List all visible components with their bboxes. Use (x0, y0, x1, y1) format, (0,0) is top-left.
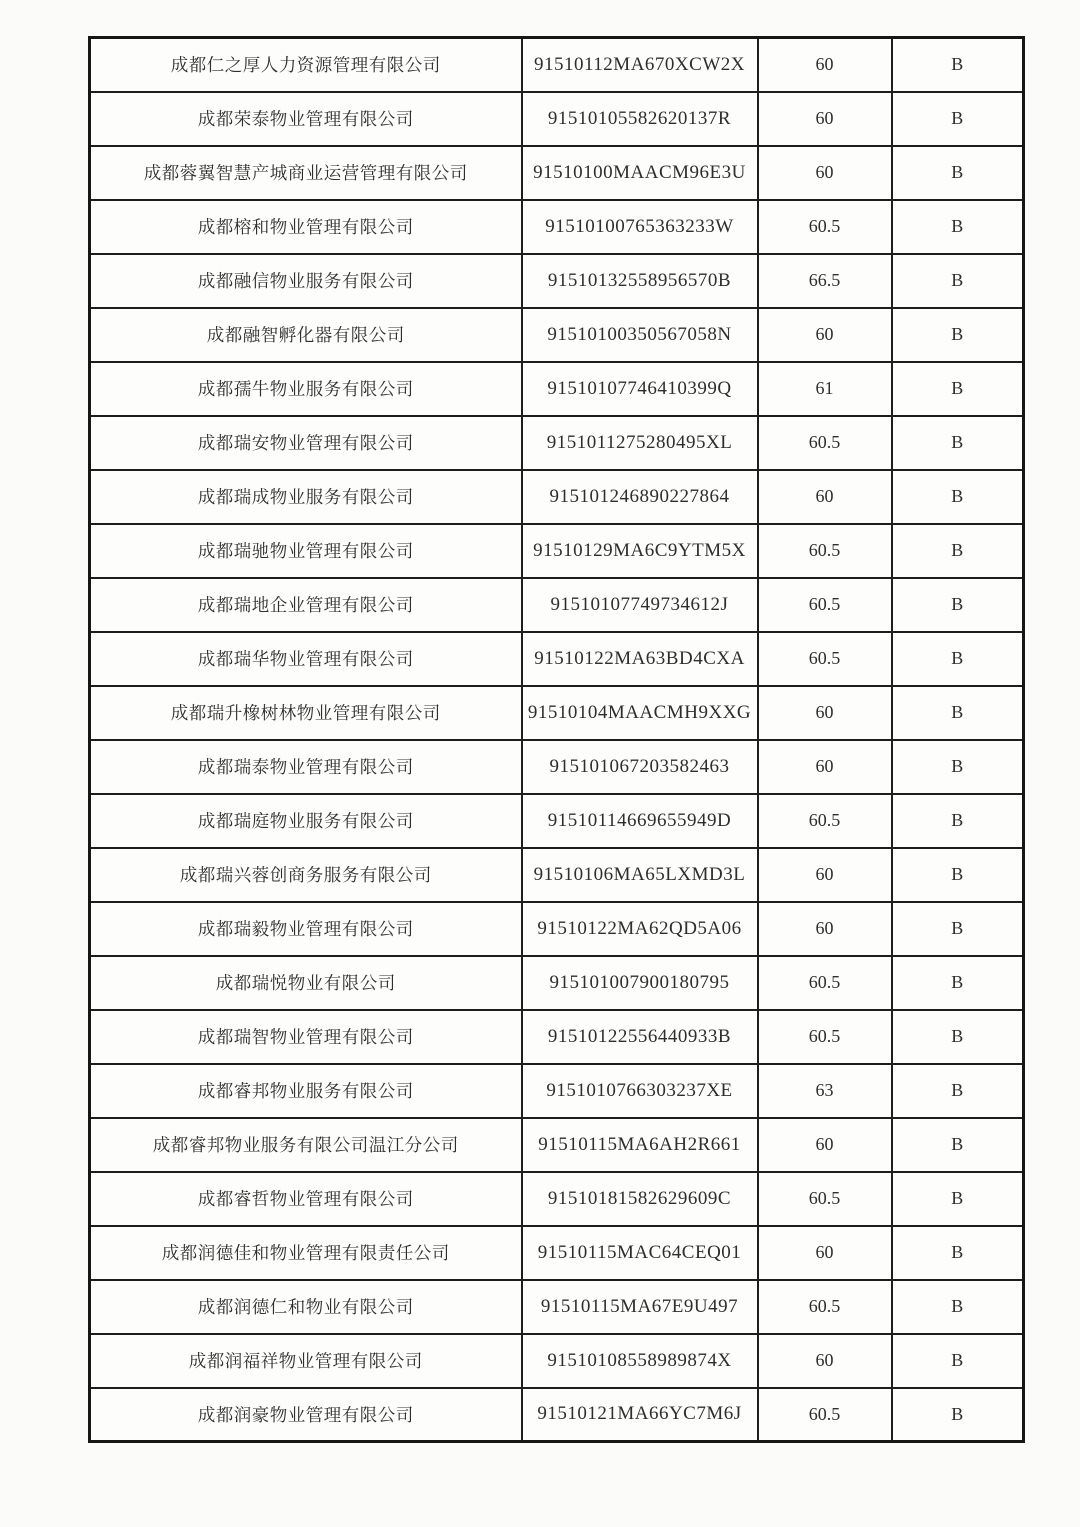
ratings-table-container (88, 36, 1022, 1443)
credit-code-cell: 91510129MA6C9YTM5X (522, 524, 758, 578)
company-name-cell: 成都孺牛物业服务有限公司 (90, 362, 522, 416)
grade-cell: B (892, 686, 1024, 740)
company-name-cell: 成都睿哲物业管理有限公司 (90, 1172, 522, 1226)
score-cell: 60 (758, 92, 892, 146)
company-name-cell: 成都瑞泰物业管理有限公司 (90, 740, 522, 794)
score-cell: 60.5 (758, 1172, 892, 1226)
grade-cell: B (892, 92, 1024, 146)
company-name-cell: 成都融信物业服务有限公司 (90, 254, 522, 308)
table-row (90, 470, 1024, 524)
score-cell: 60 (758, 470, 892, 524)
ratings-table-body (90, 38, 1024, 1442)
table-row (90, 578, 1024, 632)
score-cell: 60 (758, 740, 892, 794)
credit-code-cell: 91510115MA6AH2R661 (522, 1118, 758, 1172)
credit-code-cell: 9151010766303237XE (522, 1064, 758, 1118)
table-row (90, 740, 1024, 794)
score-cell: 60.5 (758, 794, 892, 848)
table-row (90, 38, 1024, 92)
grade-cell: B (892, 146, 1024, 200)
grade-cell: B (892, 632, 1024, 686)
company-name-cell: 成都瑞悦物业有限公司 (90, 956, 522, 1010)
score-cell: 60.5 (758, 1010, 892, 1064)
credit-code-cell: 91510122MA63BD4CXA (522, 632, 758, 686)
company-name-cell: 成都蓉翼智慧产城商业运营管理有限公司 (90, 146, 522, 200)
company-name-cell: 成都瑞安物业管理有限公司 (90, 416, 522, 470)
credit-code-cell: 91510115MA67E9U497 (522, 1280, 758, 1334)
table-row (90, 848, 1024, 902)
company-name-cell: 成都榕和物业管理有限公司 (90, 200, 522, 254)
score-cell: 60 (758, 902, 892, 956)
credit-code-cell: 91510121MA66YC7M6J (522, 1388, 758, 1442)
table-row (90, 1226, 1024, 1280)
credit-code-cell: 91510108558989874X (522, 1334, 758, 1388)
company-name-cell: 成都睿邦物业服务有限公司温江分公司 (90, 1118, 522, 1172)
score-cell: 60.5 (758, 632, 892, 686)
table-row (90, 1334, 1024, 1388)
table-row (90, 794, 1024, 848)
grade-cell: B (892, 416, 1024, 470)
company-name-cell: 成都瑞成物业服务有限公司 (90, 470, 522, 524)
grade-cell: B (892, 578, 1024, 632)
table-row (90, 632, 1024, 686)
score-cell: 63 (758, 1064, 892, 1118)
credit-code-cell: 91510181582629609C (522, 1172, 758, 1226)
table-row (90, 362, 1024, 416)
credit-code-cell: 91510115MAC64CEQ01 (522, 1226, 758, 1280)
score-cell: 60.5 (758, 1280, 892, 1334)
grade-cell: B (892, 848, 1024, 902)
company-name-cell: 成都睿邦物业服务有限公司 (90, 1064, 522, 1118)
credit-code-cell: 9151011275280495XL (522, 416, 758, 470)
company-name-cell: 成都瑞智物业管理有限公司 (90, 1010, 522, 1064)
grade-cell: B (892, 1118, 1024, 1172)
score-cell: 60 (758, 1334, 892, 1388)
table-row (90, 308, 1024, 362)
company-name-cell: 成都瑞地企业管理有限公司 (90, 578, 522, 632)
table-row (90, 92, 1024, 146)
table-row (90, 146, 1024, 200)
credit-code-cell: 915101067203582463 (522, 740, 758, 794)
grade-cell: B (892, 740, 1024, 794)
table-row (90, 956, 1024, 1010)
score-cell: 60 (758, 686, 892, 740)
table-row (90, 686, 1024, 740)
table-row (90, 1118, 1024, 1172)
table-row (90, 1388, 1024, 1442)
table-row (90, 1172, 1024, 1226)
table-row (90, 902, 1024, 956)
score-cell: 60 (758, 38, 892, 92)
grade-cell: B (892, 38, 1024, 92)
grade-cell: B (892, 794, 1024, 848)
score-cell: 60 (758, 308, 892, 362)
table-row (90, 254, 1024, 308)
grade-cell: B (892, 470, 1024, 524)
company-name-cell: 成都瑞驰物业管理有限公司 (90, 524, 522, 578)
grade-cell: B (892, 1280, 1024, 1334)
score-cell: 60.5 (758, 524, 892, 578)
score-cell: 60.5 (758, 956, 892, 1010)
score-cell: 61 (758, 362, 892, 416)
grade-cell: B (892, 1334, 1024, 1388)
company-name-cell: 成都仁之厚人力资源管理有限公司 (90, 38, 522, 92)
score-cell: 60 (758, 848, 892, 902)
credit-code-cell: 91510132558956570B (522, 254, 758, 308)
grade-cell: B (892, 308, 1024, 362)
company-name-cell: 成都润德佳和物业管理有限责任公司 (90, 1226, 522, 1280)
grade-cell: B (892, 200, 1024, 254)
company-name-cell: 成都润豪物业管理有限公司 (90, 1388, 522, 1442)
table-row (90, 416, 1024, 470)
table-row (90, 524, 1024, 578)
grade-cell: B (892, 902, 1024, 956)
grade-cell: B (892, 362, 1024, 416)
credit-code-cell: 91510107746410399Q (522, 362, 758, 416)
score-cell: 60.5 (758, 1388, 892, 1442)
credit-code-cell: 915101007900180795 (522, 956, 758, 1010)
credit-code-cell: 91510122MA62QD5A06 (522, 902, 758, 956)
score-cell: 60 (758, 146, 892, 200)
score-cell: 60.5 (758, 200, 892, 254)
company-ratings-table (88, 36, 1025, 1443)
grade-cell: B (892, 1172, 1024, 1226)
company-name-cell: 成都瑞兴蓉创商务服务有限公司 (90, 848, 522, 902)
credit-code-cell: 91510105582620137R (522, 92, 758, 146)
credit-code-cell: 91510112MA670XCW2X (522, 38, 758, 92)
company-name-cell: 成都融智孵化器有限公司 (90, 308, 522, 362)
credit-code-cell: 91510122556440933B (522, 1010, 758, 1064)
score-cell: 60.5 (758, 578, 892, 632)
grade-cell: B (892, 524, 1024, 578)
table-row (90, 1280, 1024, 1334)
credit-code-cell: 91510100765363233W (522, 200, 758, 254)
company-name-cell: 成都瑞升橡树林物业管理有限公司 (90, 686, 522, 740)
credit-code-cell: 91510107749734612J (522, 578, 758, 632)
company-name-cell: 成都瑞华物业管理有限公司 (90, 632, 522, 686)
credit-code-cell: 91510100350567058N (522, 308, 758, 362)
score-cell: 60 (758, 1226, 892, 1280)
company-name-cell: 成都荣泰物业管理有限公司 (90, 92, 522, 146)
grade-cell: B (892, 1010, 1024, 1064)
grade-cell: B (892, 1064, 1024, 1118)
credit-code-cell: 91510106MA65LXMD3L (522, 848, 758, 902)
company-name-cell: 成都润福祥物业管理有限公司 (90, 1334, 522, 1388)
grade-cell: B (892, 1226, 1024, 1280)
company-name-cell: 成都瑞毅物业管理有限公司 (90, 902, 522, 956)
grade-cell: B (892, 254, 1024, 308)
grade-cell: B (892, 1388, 1024, 1442)
grade-cell: B (892, 956, 1024, 1010)
company-name-cell: 成都润德仁和物业有限公司 (90, 1280, 522, 1334)
table-row (90, 1064, 1024, 1118)
credit-code-cell: 91510104MAACMH9XXG (522, 686, 758, 740)
credit-code-cell: 91510114669655949D (522, 794, 758, 848)
credit-code-cell: 915101246890227864 (522, 470, 758, 524)
score-cell: 66.5 (758, 254, 892, 308)
score-cell: 60 (758, 1118, 892, 1172)
company-name-cell: 成都瑞庭物业服务有限公司 (90, 794, 522, 848)
score-cell: 60.5 (758, 416, 892, 470)
table-row (90, 1010, 1024, 1064)
credit-code-cell: 91510100MAACM96E3U (522, 146, 758, 200)
table-row (90, 200, 1024, 254)
